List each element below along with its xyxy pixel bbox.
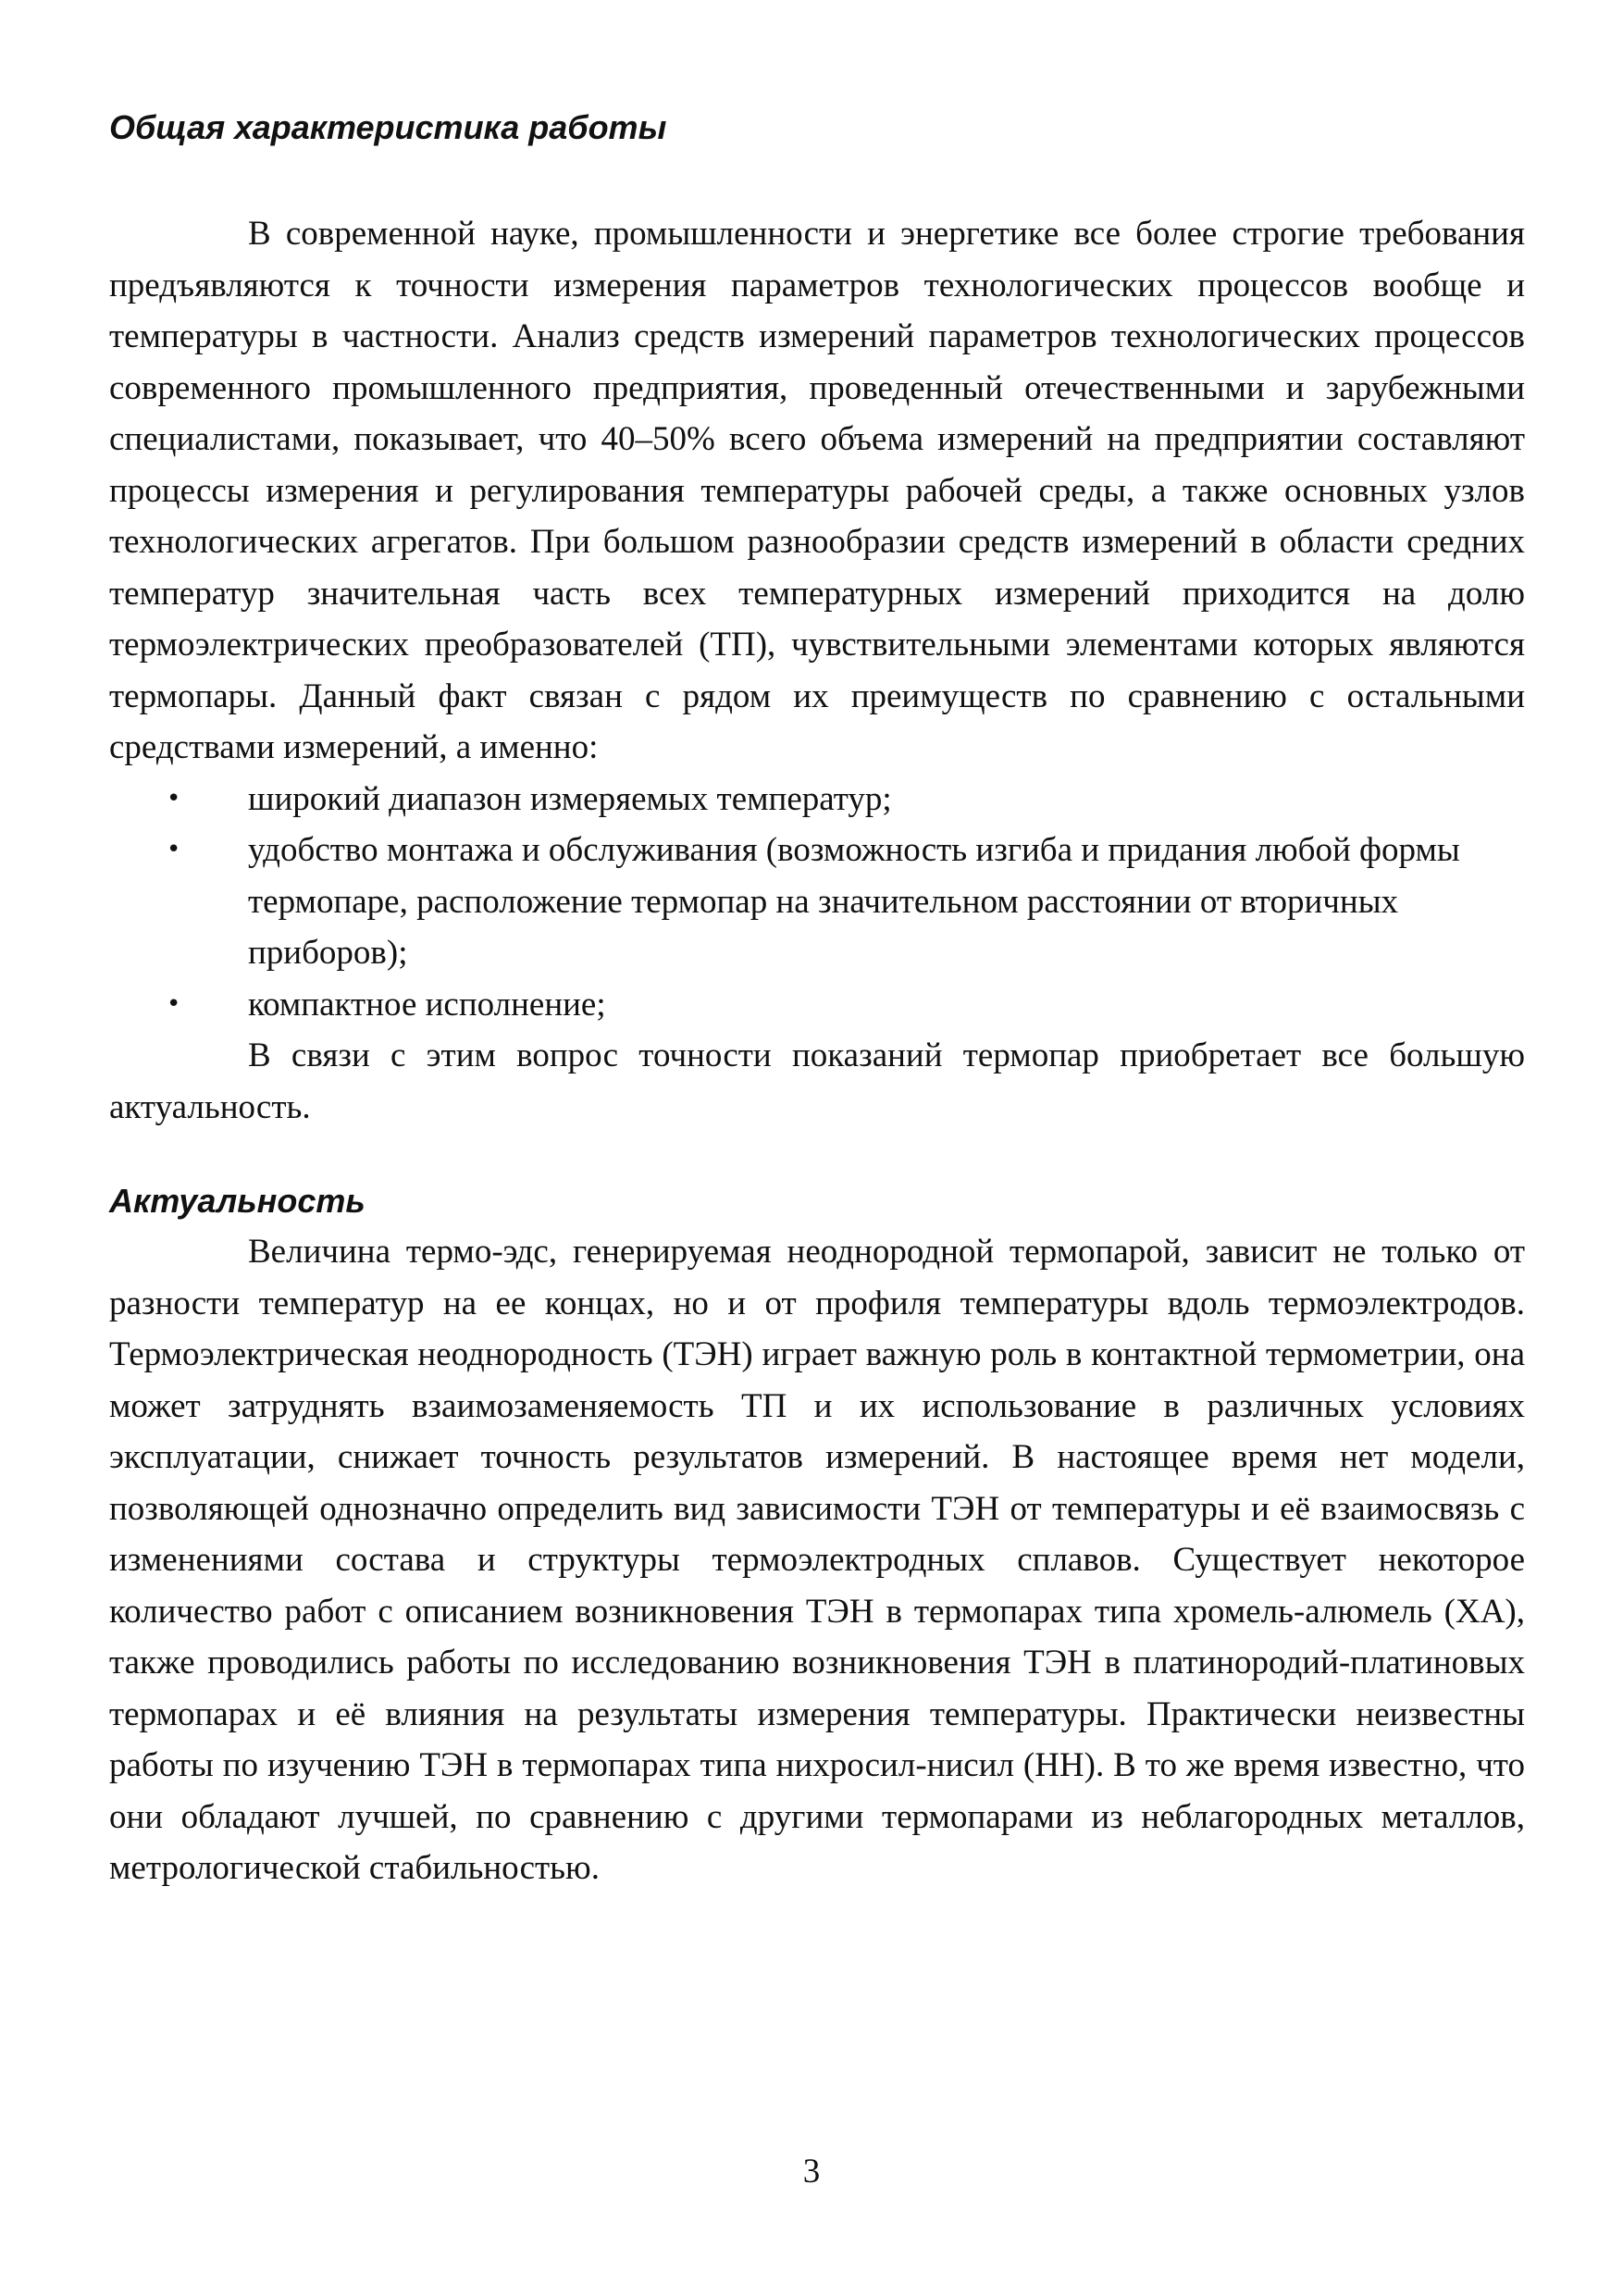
list-item bbox=[109, 774, 1525, 825]
advantages-list bbox=[109, 774, 1525, 1031]
list-item-text: широкий диапазон измеряемых температур; bbox=[248, 779, 892, 818]
paragraph-relevance: Величина термо-эдс, генерируемая неоднородной термопарой, зависит не только от разности температур на ее концах, но и от профиля температуры вдоль термоэлектродов. Термоэлектрическая неоднородность (ТЭН) играет важную роль в контактной термометрии, она может затруднять взаимозаменяемость ТП и их использование в различных условиях эксплуатации, снижает точность результатов измерений. В настоящее время нет модели, позволяющей однозначно определить вид зависимости ТЭН от температуры и её взаимосвязь с изменениями состава и структуры термоэлектродных сплавов. Существует некоторое количество работ с описанием возникновения ТЭН в термопарах типа хромель-алюмель (ХА), также проводились работы по исследованию возникновения ТЭН в платинородий-платиновых термопарах и её влияния на результаты измерения температуры. Практически неизвестны работы по изучению ТЭН в термопарах типа нихросил-нисил (НН). В то же время известно, что они обладают лучшей, по сравнению с другими термопарами из неблагородных металлов, метрологической стабильностью. bbox=[109, 1233, 1525, 1887]
list-item-text: удобство монтажа и обслуживания (возможность изгиба и придания любой формы термопаре, расположение термопар на значительном расстоянии от вторичных приборов); bbox=[248, 831, 1460, 972]
bullet-icon: • bbox=[167, 836, 181, 863]
bullet-icon: • bbox=[167, 784, 181, 813]
paragraph-intro: В современной науке, промышленности и энергетике все более строгие требования предъявляются к точности измерения параметров технологических процессов вообще и температуры в частности. Анализ средств измерений параметров технологических процессов современного промышленного предприятия, проведенный отечественными и зарубежными специалистами, показывает, что 40–50% всего объема измерений на предприятии составляют процессы измерения и регулирования температуры рабочей среды, а также основных узлов технологических агрегатов. При большом разнообразии средств измерений в области средних температур значительная часть всех температурных измерений приходится на долю термоэлектрических преобразователей (ТП), чувствительными элементами которых являются термопары. Данный факт связан с рядом их преимуществ по сравнению с остальными средствами измерений, а именно: bbox=[109, 215, 1525, 766]
paragraph-conclusion: В связи с этим вопрос точности показаний термопар приобретает все большую актуальность. bbox=[109, 1036, 1525, 1126]
section-heading-relevance: Актуальность bbox=[109, 1182, 365, 1220]
page-number: 3 bbox=[802, 2153, 821, 2191]
list-item bbox=[109, 979, 1525, 1031]
section-heading-general-characteristics: Общая характеристика работы bbox=[109, 108, 667, 146]
list-item bbox=[109, 825, 1525, 979]
bullet-icon: • bbox=[167, 989, 181, 1018]
document-page bbox=[109, 102, 1525, 1894]
list-item-text: компактное исполнение; bbox=[248, 985, 606, 1024]
